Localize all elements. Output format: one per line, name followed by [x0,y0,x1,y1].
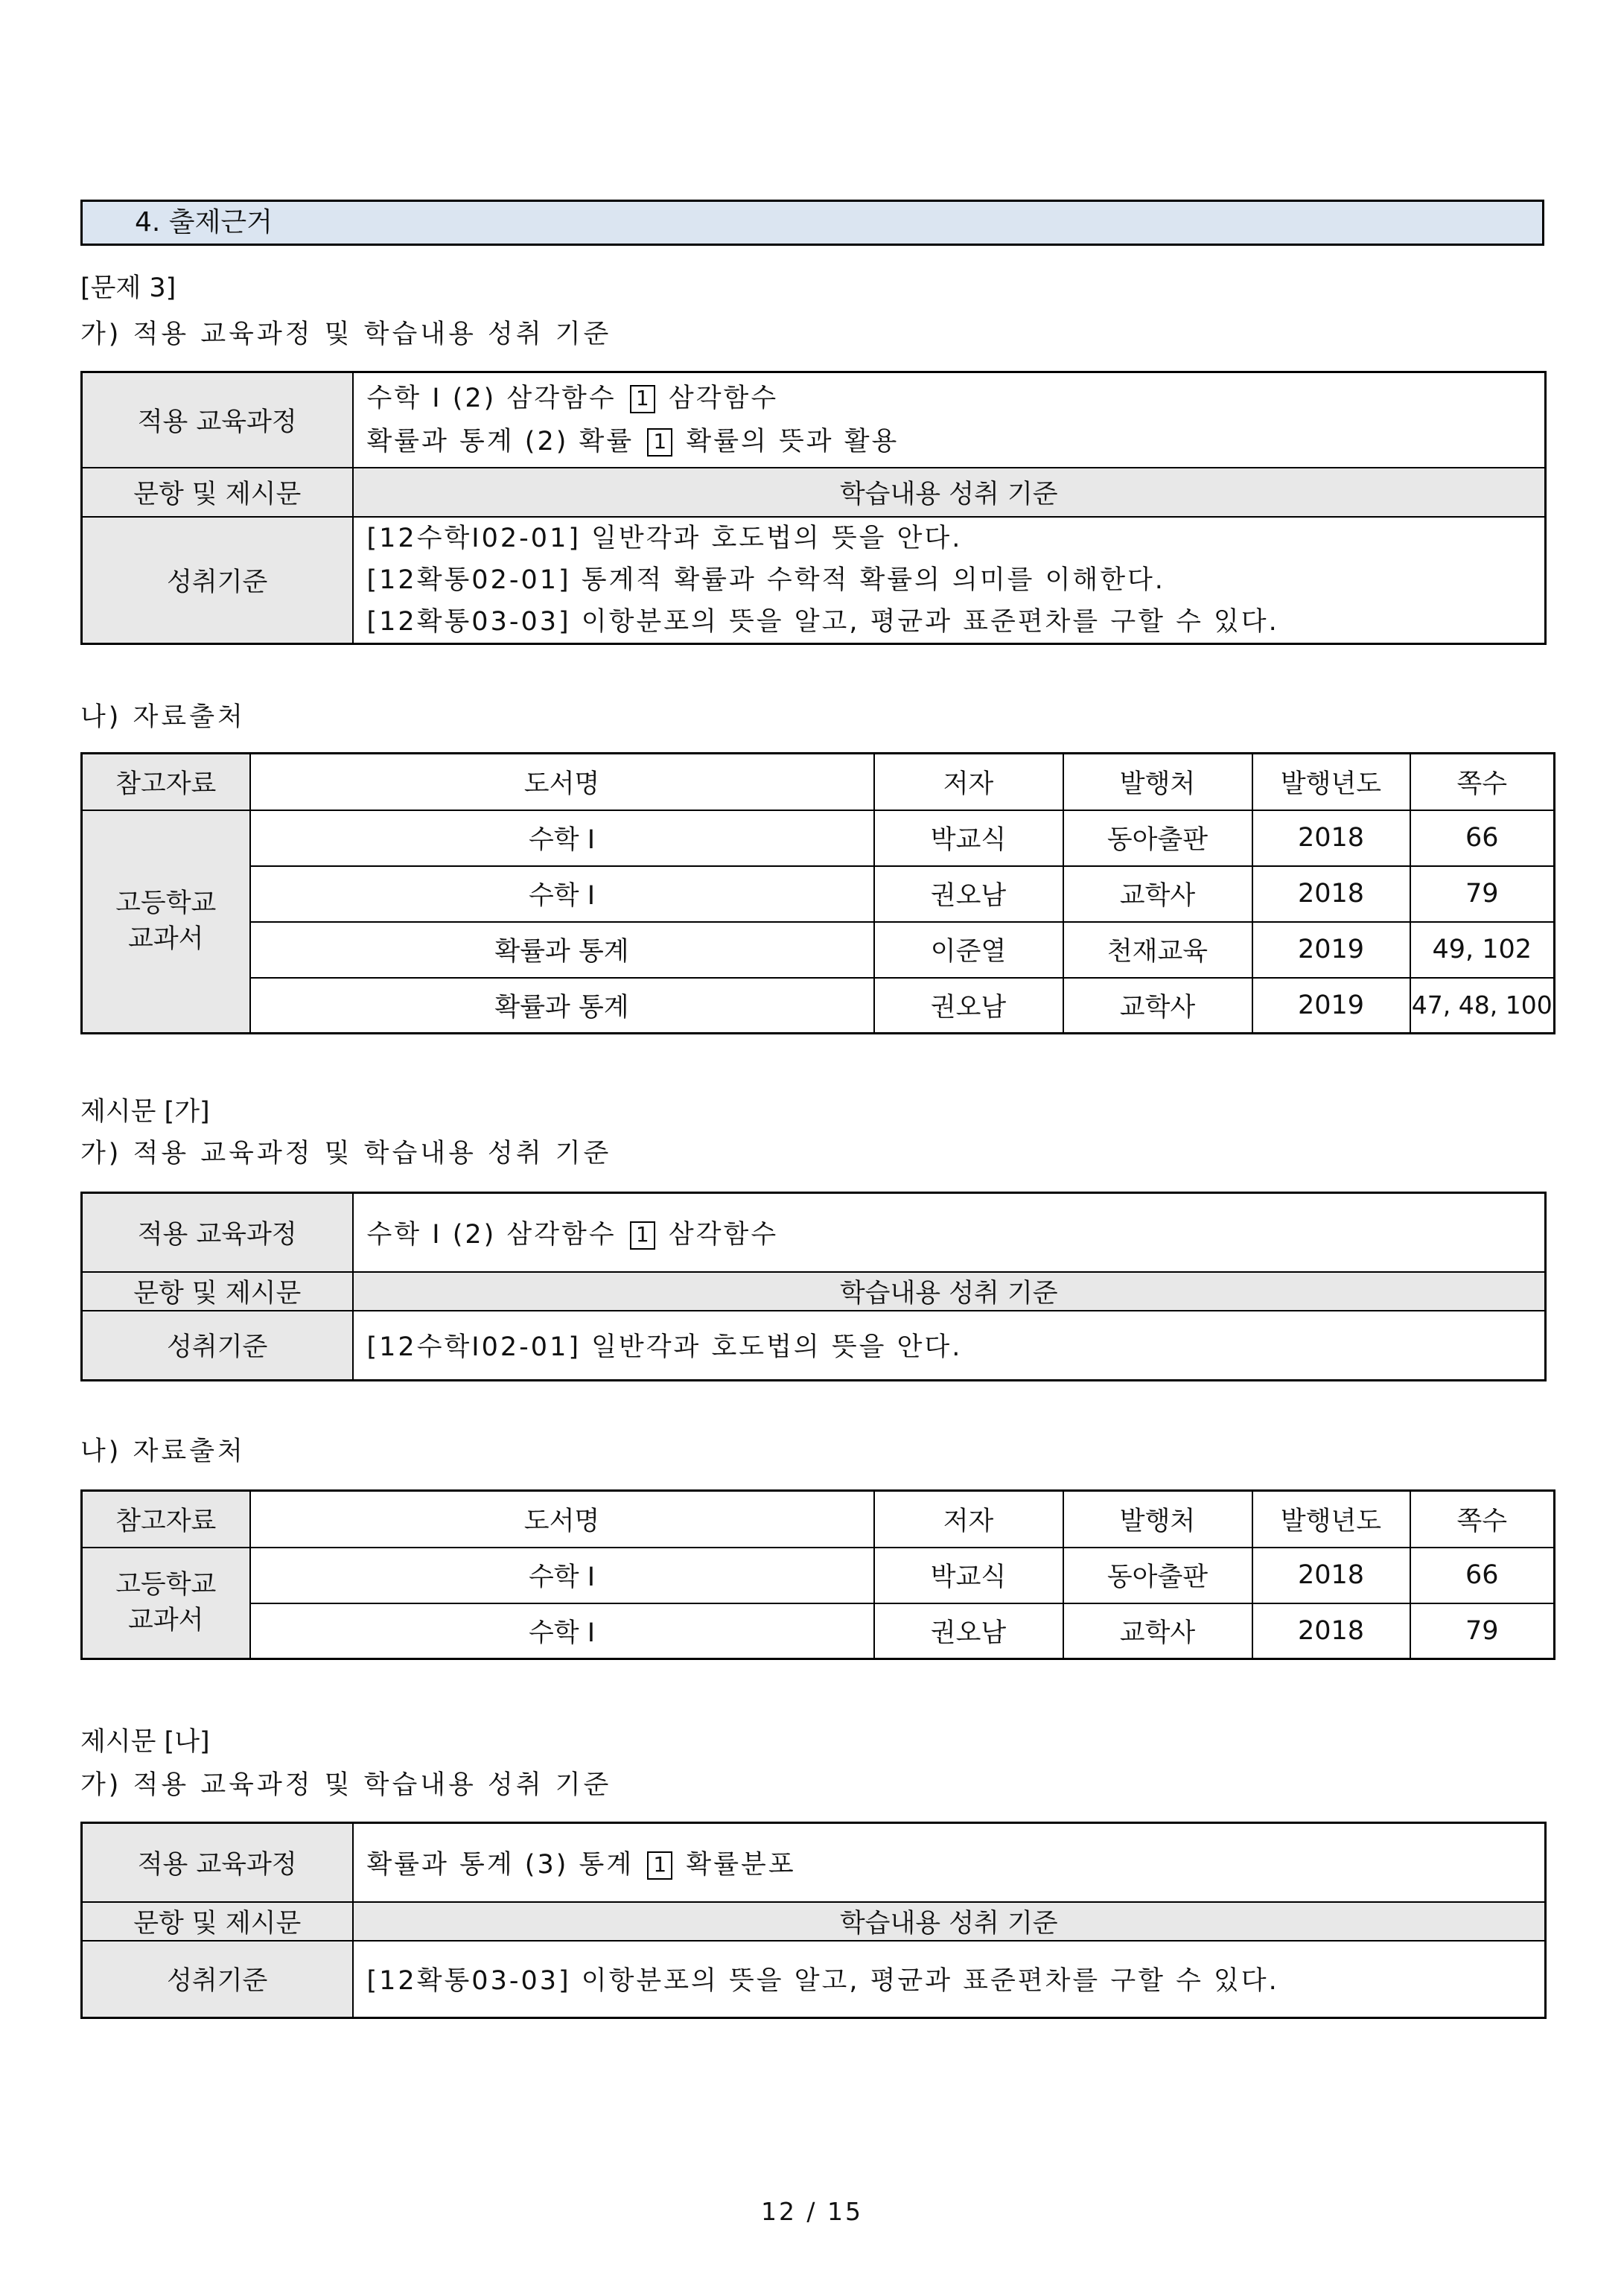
curriculum-value: 수학 Ⅰ (2) 삼각함수 1 삼각함수 [353,1193,1546,1272]
curriculum-label: 적용 교육과정 [82,1193,353,1272]
passage-na-curriculum-subheading: 가) 적용 교육과정 및 학습내용 성취 기준 [80,1770,612,1800]
author: 박교식 [874,810,1063,866]
source-group-line: 고등학교 [115,888,217,919]
curriculum-line-2: 확률과 통계 (2) 확률 1 확률의 뜻과 활용 [366,426,899,457]
pages: 66 [1410,1548,1555,1603]
standard-header: 학습내용 성취 기준 [353,468,1546,517]
col-header-year: 발행년도 [1252,1491,1410,1548]
achievement-label: 성취기준 [82,1941,353,2018]
source-group [82,810,250,1034]
passage-ga-curriculum-table [80,1192,1547,1381]
author: 권오남 [874,978,1063,1034]
pages: 79 [1410,1603,1555,1659]
publisher: 교학사 [1063,1603,1252,1659]
col-header-reference: 참고자료 [82,754,250,810]
author: 권오남 [874,1603,1063,1659]
col-header-reference: 참고자료 [82,1491,250,1548]
page-number: 12 / 15 [760,2197,864,2226]
passage-ga-source-subheading: 나) 자료출처 [80,1437,246,1466]
achievement-label: 성취기준 [82,517,353,644]
year: 2018 [1252,1548,1410,1603]
source-group [82,1548,250,1659]
curriculum-value [353,372,1546,468]
numbered-box: 1 [630,385,655,413]
table-row [82,1603,1555,1659]
pages: 47, 48, 100 [1410,978,1555,1034]
item-label: 문항 및 제시문 [82,468,353,517]
achievement-standard: [12확통03-03] 이항분포의 뜻을 알고, 평균과 표준편차를 구할 수 있다. [353,1941,1546,2018]
standard-item: [12확통03-03] 이항분포의 뜻을 알고, 평균과 표준편차를 구할 수 있다. [366,606,1279,637]
item-label: 문항 및 제시문 [82,1272,353,1311]
book-title: 확률과 통계 [250,922,874,978]
pages: 79 [1410,866,1555,922]
source-group-line: 교과서 [128,924,204,955]
source-group-line: 고등학교 [115,1570,217,1600]
problem3-source-table [80,752,1555,1034]
problem3-heading: [문제 3] [80,273,176,303]
source-group-line: 교과서 [128,1606,204,1636]
passage-ga-source-table [80,1489,1555,1660]
col-header-title: 도서명 [250,754,874,810]
numbered-box: 1 [647,428,672,457]
passage-ga-heading: 제시문 [가] [80,1097,210,1127]
author: 박교식 [874,1548,1063,1603]
achievement-label: 성취기준 [82,1311,353,1381]
passage-na-curriculum-table [80,1822,1547,2019]
year: 2019 [1252,978,1410,1034]
book-title: 수학 Ⅰ [250,810,874,866]
col-header-year: 발행년도 [1252,754,1410,810]
curriculum-label: 적용 교육과정 [82,372,353,468]
book-title: 수학 Ⅰ [250,866,874,922]
problem3-curriculum-subheading: 가) 적용 교육과정 및 학습내용 성취 기준 [80,319,612,349]
col-header-author: 저자 [874,1491,1063,1548]
standard-item: [12확통02-01] 통계적 확률과 수학적 확률의 의미를 이해한다. [366,565,1165,595]
problem3-curriculum-table [80,371,1547,645]
publisher: 교학사 [1063,978,1252,1034]
pages: 66 [1410,810,1555,866]
table-row [82,922,1555,978]
book-title: 확률과 통계 [250,978,874,1034]
publisher: 천재교육 [1063,922,1252,978]
year: 2018 [1252,1603,1410,1659]
problem3-source-subheading: 나) 자료출처 [80,702,246,732]
table-row [82,810,1555,866]
standard-header: 학습내용 성취 기준 [353,1272,1546,1311]
col-header-publisher: 발행처 [1063,1491,1252,1548]
publisher: 교학사 [1063,866,1252,922]
table-row [82,866,1555,922]
pages: 49, 102 [1410,922,1555,978]
numbered-box: 1 [630,1221,655,1250]
item-label: 문항 및 제시문 [82,1902,353,1941]
author: 이준열 [874,922,1063,978]
standard-header: 학습내용 성취 기준 [353,1902,1546,1941]
col-header-pages: 쪽수 [1410,754,1555,810]
numbered-box: 1 [647,1851,672,1880]
publisher: 동아출판 [1063,1548,1252,1603]
achievement-standards [353,517,1546,644]
book-title: 수학 Ⅰ [250,1603,874,1659]
curriculum-label: 적용 교육과정 [82,1823,353,1902]
publisher: 동아출판 [1063,810,1252,866]
passage-na-heading: 제시문 [나] [80,1727,210,1757]
section-title: 4. 출제근거 [80,200,1544,246]
col-header-publisher: 발행처 [1063,754,1252,810]
standard-item: [12수학Ⅰ02-01] 일반각과 호도법의 뜻을 안다. [366,523,963,553]
passage-ga-curriculum-subheading: 가) 적용 교육과정 및 학습내용 성취 기준 [80,1139,612,1168]
col-header-author: 저자 [874,754,1063,810]
curriculum-line-1: 수학 Ⅰ (2) 삼각함수 1 삼각함수 [366,383,779,413]
col-header-pages: 쪽수 [1410,1491,1555,1548]
year: 2018 [1252,810,1410,866]
curriculum-value: 확률과 통계 (3) 통계 1 확률분포 [353,1823,1546,1902]
achievement-standard: [12수학Ⅰ02-01] 일반각과 호도법의 뜻을 안다. [353,1311,1546,1381]
table-row [82,1548,1555,1603]
year: 2019 [1252,922,1410,978]
year: 2018 [1252,866,1410,922]
col-header-title: 도서명 [250,1491,874,1548]
author: 권오남 [874,866,1063,922]
book-title: 수학 Ⅰ [250,1548,874,1603]
table-row [82,978,1555,1034]
